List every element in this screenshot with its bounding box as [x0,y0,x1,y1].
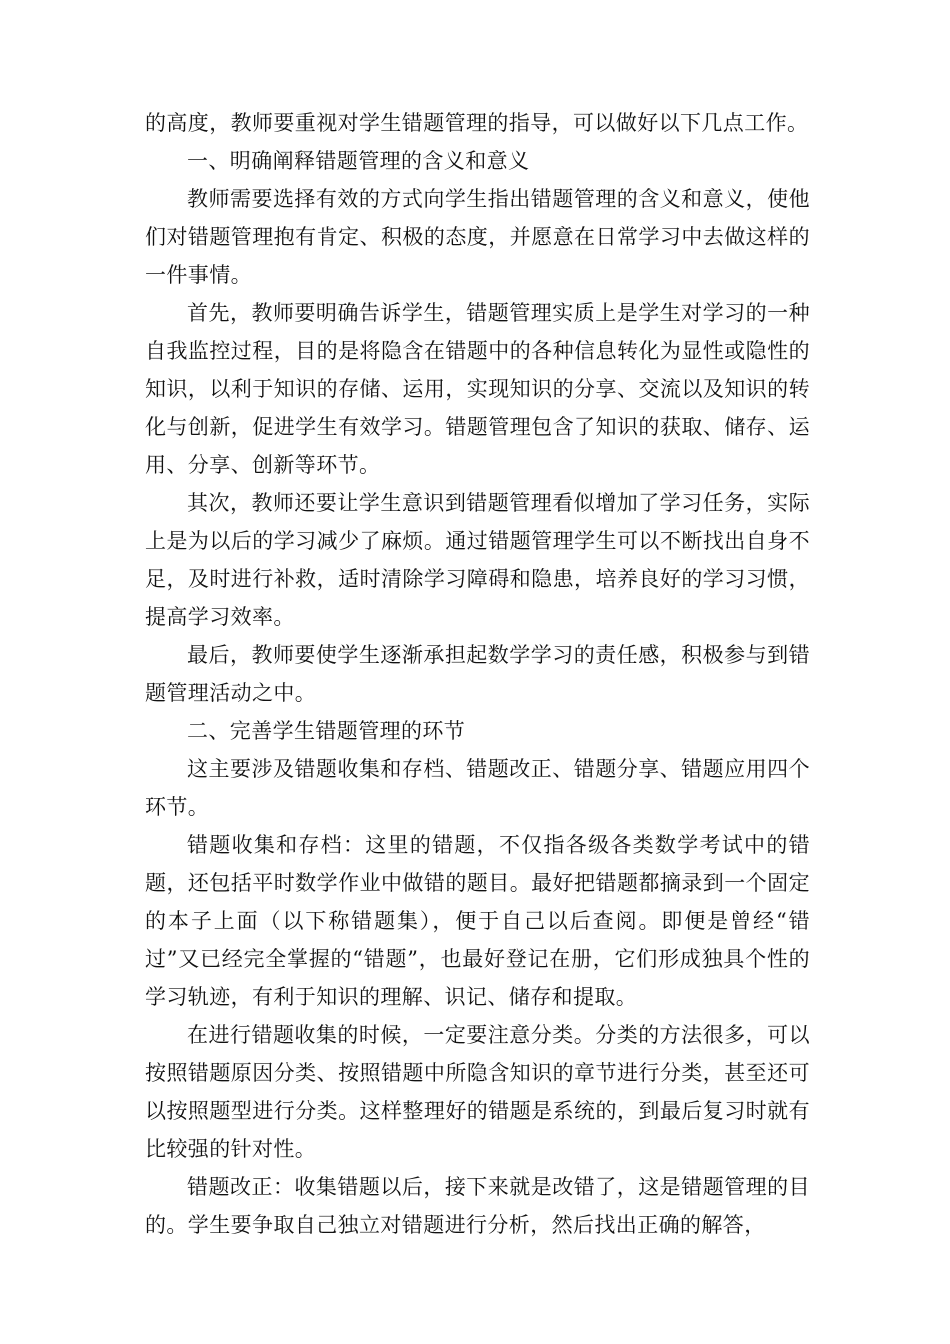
paragraph: 首先，教师要明确告诉学生，错题管理实质上是学生对学习的一种自我监控过程，目的是将隐含在错题中的各种信息转化为显性或隐性的知识，以利于知识的存储、运用，实现知识的分享、交流以及知识的转化与创新，促进学生有效学习。错题管理包含了知识的获取、储存、运用、分享、创新等环节。 [145,301,810,477]
section-heading-1: 一、明确阐释错题管理的含义和意义 [187,149,530,173]
paragraph: 教师需要选择有效的方式向学生指出错题管理的含义和意义，使他们对错题管理抱有肯定、积极的态度，并愿意在日常学习中去做这样的一件事情。 [145,187,810,287]
section-heading-2: 二、完善学生错题管理的环节 [187,719,466,743]
paragraph: 这主要涉及错题收集和存档、错题改正、错题分享、错题应用四个环节。 [145,757,810,819]
paragraph: 错题改正：收集错题以后，接下来就是改错了，这是错题管理的目的。学生要争取自己独立对错题进行分析，然后找出正确的解答， [145,1175,810,1237]
paragraph: 最后，教师要使学生逐渐承担起数学学习的责任感，积极参与到错题管理活动之中。 [145,643,810,705]
paragraph: 其次，教师还要让学生意识到错题管理看似增加了学习任务，实际上是为以后的学习减少了麻烦。通过错题管理学生可以不断找出自身不足，及时进行补救，适时清除学习障碍和隐患，培养良好的学习习惯，提高学习效率。 [145,491,810,629]
paragraph-continuation: 的高度，教师要重视对学生错题管理的指导，可以做好以下几点工作。 [145,111,809,135]
document-body [145,104,810,1244]
paragraph: 在进行错题收集的时候，一定要注意分类。分类的方法很多，可以按照错题原因分类、按照错题中所隐含知识的章节进行分类，甚至还可以按照题型进行分类。这样整理好的错题是系统的，到最后复习时就有比较强的针对性。 [145,1023,810,1161]
paragraph: 错题收集和存档：这里的错题，不仅指各级各类数学考试中的错题，还包括平时数学作业中做错的题目。最好把错题都摘录到一个固定的本子上面（以下称错题集），便于自己以后查阅。即便是曾经“错过”又已经完全掌握的“错题”，也最好登记在册，它们形成独具个性的学习轨迹，有利于知识的理解、识记、储存和提取。 [145,833,810,1009]
